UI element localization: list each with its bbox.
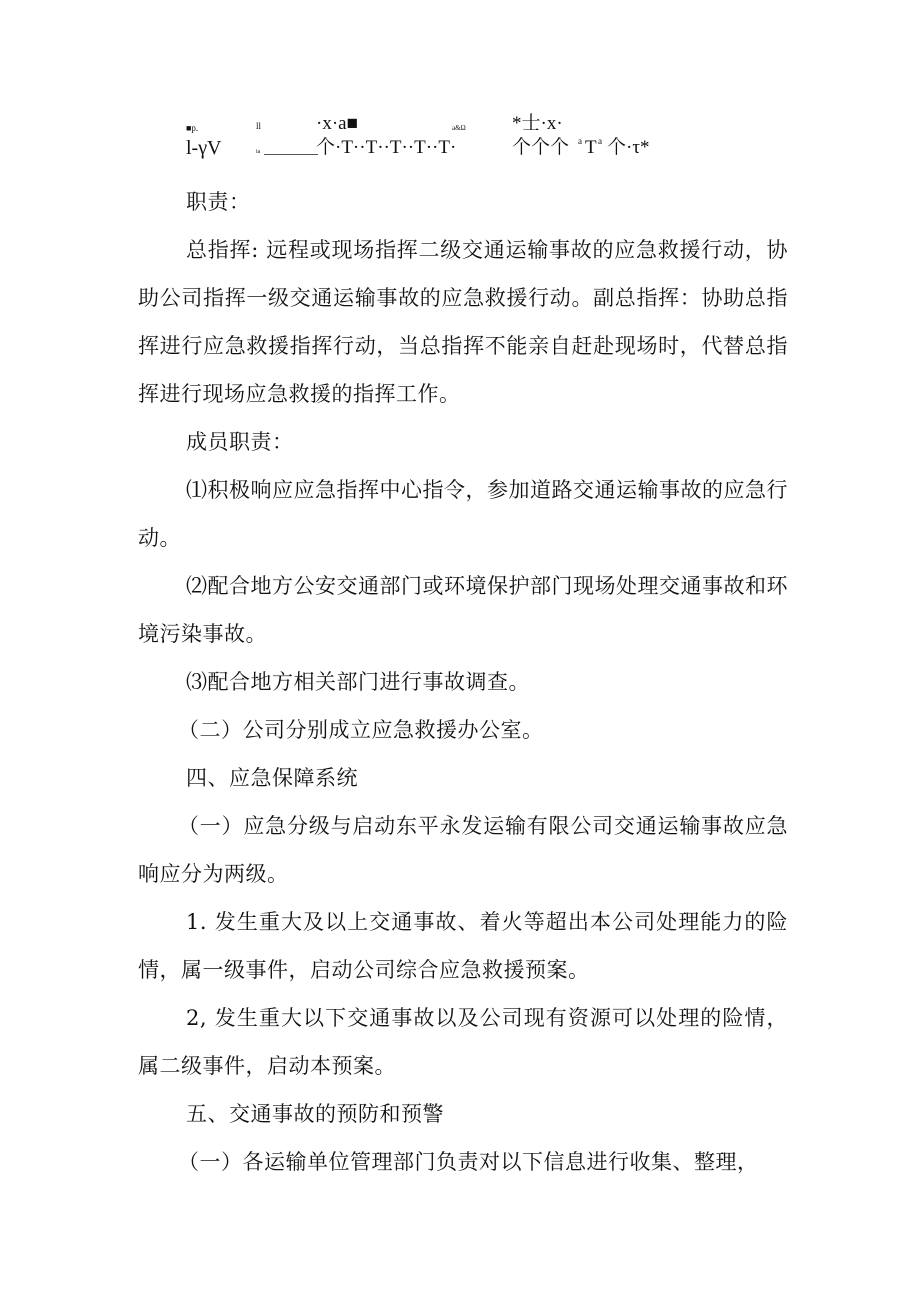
garbled-fragment: a (598, 136, 602, 146)
garbled-fragment: *士·x· (512, 113, 563, 134)
section-heading-4: 四、应急保障系统 (186, 766, 358, 790)
paragraph-item-2: ⑵配合地方公安交通部门或环境保护部门现场处理交通事故和环境污染事故。 (138, 574, 788, 646)
paragraph-info-collection: （一）各运输单位管理部门负责对以下信息进行收集、整理， (178, 1150, 759, 1174)
garbled-fragment: 个个个 (512, 137, 570, 158)
garbled-fragment: 个·T··T··T··T··T· (316, 137, 457, 158)
garbled-fragment: ■p. (186, 123, 199, 133)
paragraph-item-3: ⑶配合地方相关部门进行事故调查。 (186, 670, 530, 694)
garbled-fragment: ll (256, 121, 262, 131)
garbled-fragment: 个·τ* (607, 137, 650, 158)
section-heading-5: 五、交通事故的预防和预警 (186, 1102, 444, 1126)
paragraph-member-duties-heading: 成员职责： (186, 430, 294, 454)
paragraph-level-1: 1. 发生重大及以上交通事故、着火等超出本公司处理能力的险情，属一级事件，启动公司综合应急救援预案。 (138, 910, 788, 982)
paragraph-commander-duties: 总指挥: 远程或现场指挥二级交通运输事故的应急救援行动，协助公司指挥一级交通运输事故的应急救援行动。副总指挥：协助总指挥进行应急救援指挥行动，当总指挥不能亲自赶赴现场时，代替总指挥进行现场应急救援的指挥工作。 (138, 238, 788, 406)
garbled-fragment: T (585, 137, 597, 158)
garbled-fragment: l-γV (186, 137, 222, 159)
garbled-fragment: a&Ω (452, 124, 466, 132)
paragraph-office: （二）公司分别成立应急救援办公室。 (178, 718, 544, 742)
paragraph-level-2: 2, 发生重大以下交通事故以及公司现有资源可以处理的险情，属二级事件，启动本预案。 (138, 1006, 788, 1078)
garbled-fragment: ia (256, 149, 261, 155)
paragraph-grading: （一）应急分级与启动东平永发运输有限公司交通运输事故应急响应分为两级。 (138, 814, 788, 886)
garbled-rule (264, 154, 318, 155)
paragraph-duties-heading: 职责： (186, 190, 251, 214)
garbled-fragment: a (578, 136, 582, 146)
paragraph-item-1: ⑴积极响应应急指挥中心指令，参加道路交通运输事故的应急行动。 (138, 478, 788, 550)
garbled-fragment: ·x·a■ (316, 113, 359, 134)
